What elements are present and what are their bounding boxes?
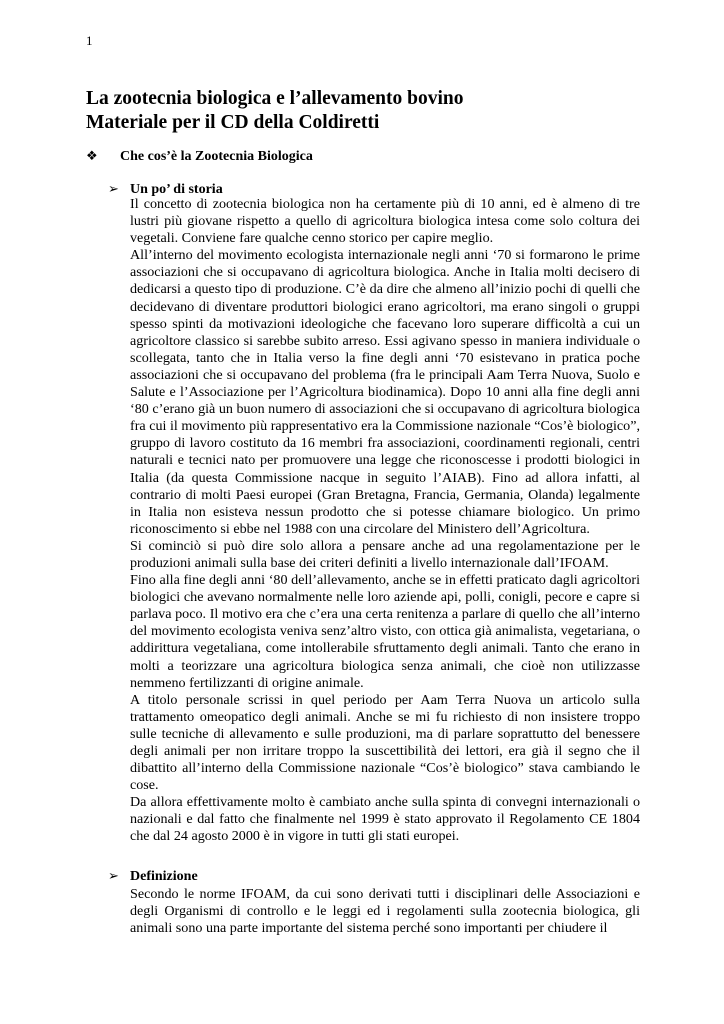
page-number: 1 [86,33,93,48]
subsection-heading-text: Un po’ di storia [130,182,223,197]
subsection-body-storia [130,196,640,846]
paragraph: Secondo le norme IFOAM, da cui sono derivati tutti i disciplinari delle Associazioni e degli Organismi di controllo e le leggi ed i regolamenti sulla zootecnia biologica, gli animali sono una parte importante del sistema perché sono importanti per chiudere il [130,886,640,937]
title-line-2: Materiale per il CD della Coldiretti [86,112,380,133]
section-heading [86,147,313,167]
subsection-heading-definizione [108,867,198,887]
diamond-bullet-icon: ❖ [86,149,98,164]
arrow-bullet-icon: ➢ [108,869,119,884]
paragraph: Fino alla fine degli anni ‘80 dell’allevamento, anche se in effetti praticato dagli agricoltori biologici che avevano normalmente nelle loro aziende api, polli, conigli, pecore e capre si parlava poco. Il motivo era che c’era una certa renitenza a parlare di quello che all’interno del movimento ecologista veniva senz’altro visto, con ottica già animalista, vegetariana, o addirittura vegetaliana, come intollerabile sfruttamento degli animali. Tanto che erano in molti a teorizzare una agricoltura biologica senza animali, che cioè non utilizzasse nemmeno fertilizzanti di origine animale. [130,572,640,691]
paragraph: A titolo personale scrissi in quel periodo per Aam Terra Nuova un articolo sulla trattamento omeopatico degli animali. Anche se mi fu richiesto di non insistere troppo sulle tecniche di allevamento e sulle produzioni, ma di parlare soprattutto del benessere degli animali per non irritare troppo la suscettibilità dei lettori, era già il segno che il dibattito all’interno della Commissione nazionale “Cos’è biologico” stava cambiando le cose. [130,691,640,794]
paragraph: Da allora effettivamente molto è cambiato anche sulla spinta di convegni internazionali o nazionali e dal fatto che finalmente nel 1999 è stato approvato il Regolamento CE 1804 che dal 24 agosto 2000 è in vigore in tutti gli stati europei. [130,794,640,845]
paragraph: Si cominciò si può dire solo allora a pensare anche ad una regolamentazione per le produzioni animali sulla base dei criteri definiti a livello internazionale dall’IFOAM. [130,537,640,571]
paragraph: Il concetto di zootecnia biologica non ha certamente più di 10 anni, ed è almeno di tre lustri più giovane rispetto a quello di agricoltura biologica intesa come solo coltura dei vegetali. Conviene fare qualche cenno storico per capire meglio. [130,196,640,247]
arrow-bullet-icon: ➢ [108,182,119,197]
subsection-body-definizione [130,886,640,937]
section-heading-text: Che cos’è la Zootecnia Biologica [120,149,313,164]
subsection-heading-text: Definizione [130,869,198,884]
document-title [86,87,464,135]
title-line-1: La zootecnia biologica e l’allevamento bovino [86,88,464,109]
paragraph: All’interno del movimento ecologista internazionale negli anni ‘70 si formarono le prime associazioni che si occupavano di agricoltura biologica. Anche in Italia molti decisero di dedicarsi a questo tipo di produzione. C’è da dire che almeno all’inizio pochi di quelli che decidevano di diventare produttori biologici erano agricoltori, ma erano singoli o gruppi spesso spinti da motivazioni ideologiche che facevano loro superare difficoltà a cui un agricoltore classico si sarebbe subito arreso. Essi agivano spesso in maniera individuale o scollegata, tanto che in Italia verso la fine degli anni ‘70 esistevano in pratica poche associazioni che si occupavano del problema (fra le principali Aam Terra Nuova, Suolo e Salute e l’Associazione per l’Agricoltura biodinamica). Dopo 10 anni alla fine degli anni ‘80 c’erano già un buon numero di associazioni che si occupavano di agricoltura biologica fra cui il movimento più rappresentativo era la Commissione nazionale “Cos’è biologico”, gruppo di lavoro costituto da 16 membri fra associazioni, coordinamenti regionali, centri naturali e tecnici nato per promuovere una legge che riconoscesse i prodotti biologici in Italia (da questa Commissione nacque in seguito l’AIAB). Fino ad allora infatti, al contrario di molti Paesi europei (Gran Bretagna, Francia, Germania, Olanda) legalmente in Italia non esisteva nessun prodotto che si potesse chiamare biologico. Un primo riconoscimento si ebbe nel 1988 con una circolare del Ministero dell’Agricoltura. [130,247,640,537]
